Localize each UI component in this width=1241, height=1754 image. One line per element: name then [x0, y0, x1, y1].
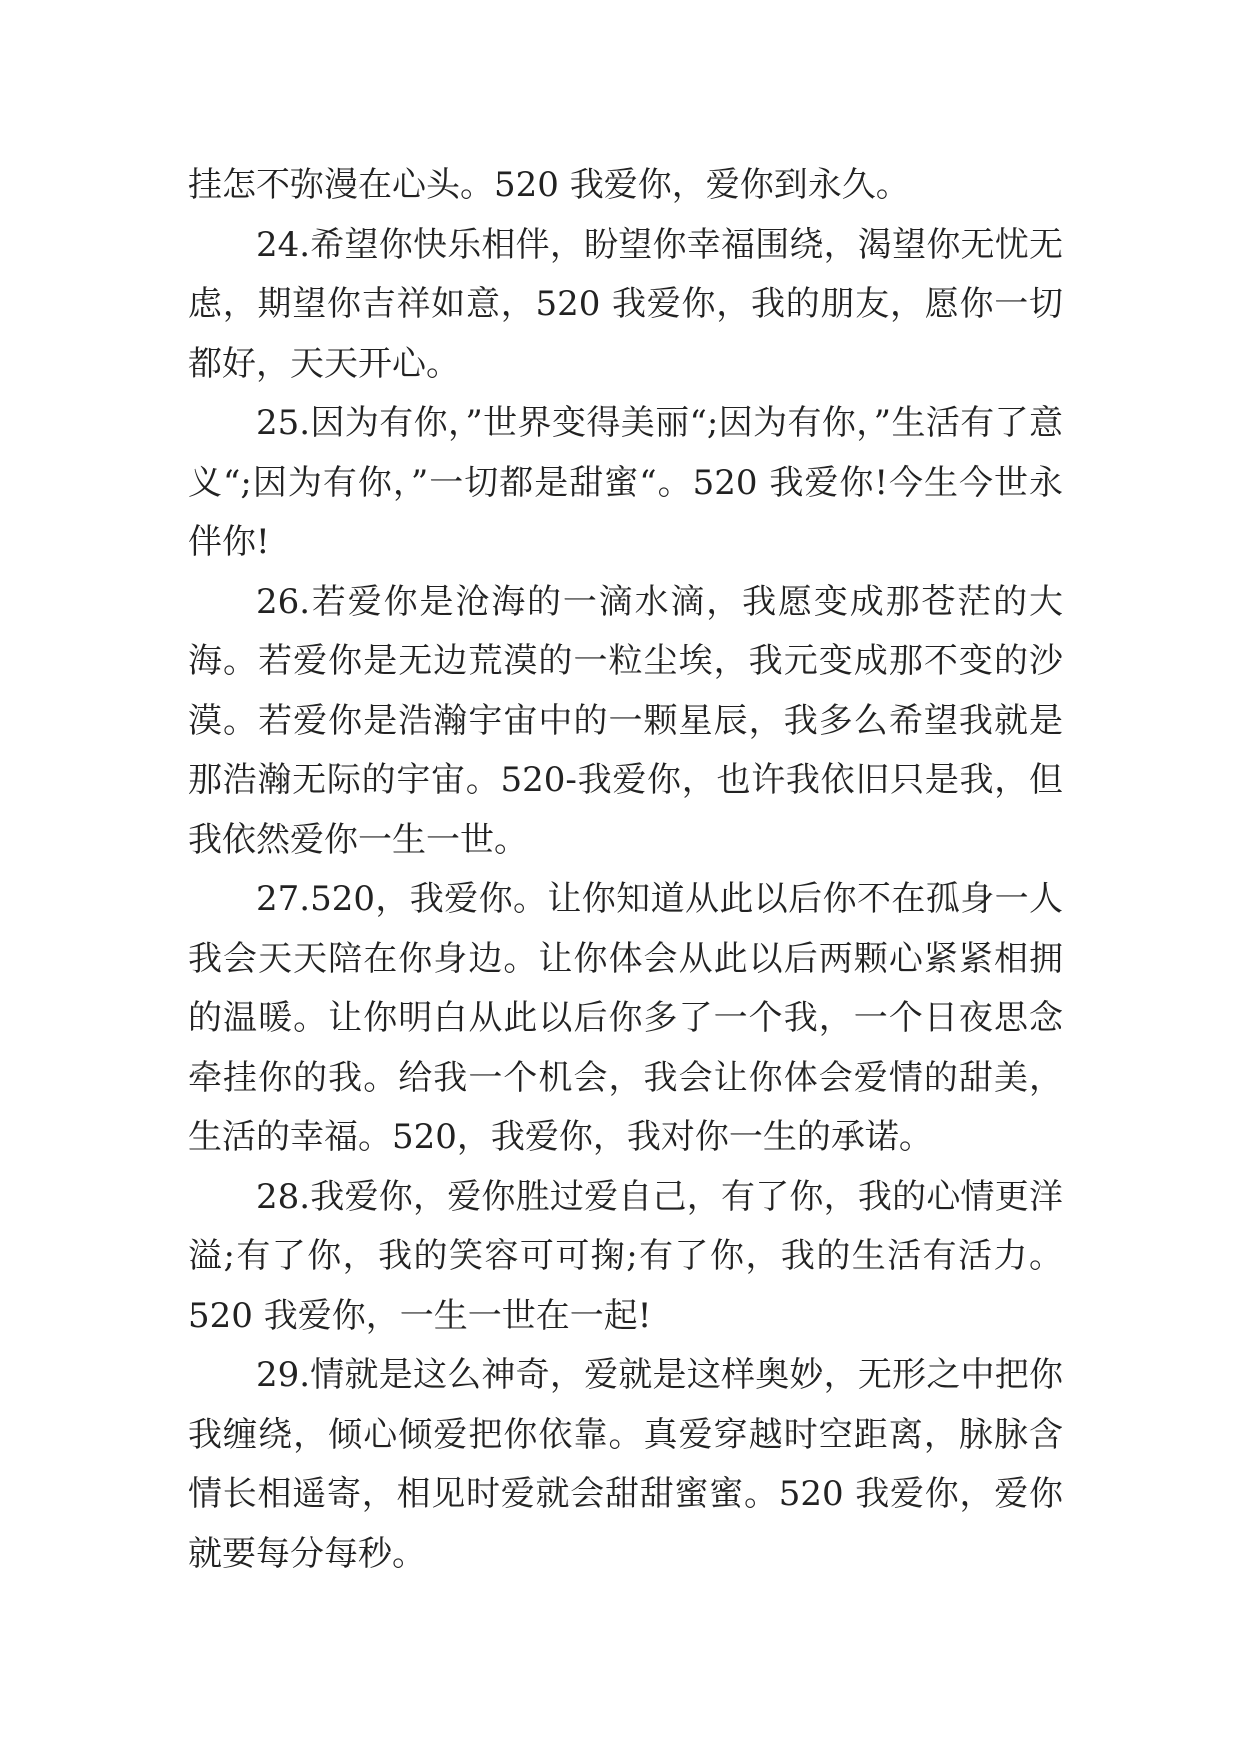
paragraph-27: 27.520，我爱你。让你知道从此以后你不在孤身一人我会天天陪在你身边。让你体会从此以后两颗心紧紧相拥的温暖。让你明白从此以后你多了一个我，一个日夜思念牵挂你的我。给我一个机会，我会让你体会爱情的甜美，生活的幸福。520，我爱你，我对你一生的承诺。 — [188, 879, 1063, 1157]
document-body — [188, 156, 1063, 1584]
paragraph-24: 24.希望你快乐相伴，盼望你幸福围绕，渴望你无忧无虑，期望你吉祥如意，520 我爱你，我的朋友，愿你一切都好，天天开心。 — [188, 224, 1063, 384]
paragraph-29: 29.情就是这么神奇，爱就是这样奥妙，无形之中把你我缠绕，倾心倾爱把你依靠。真爱穿越时空距离，脉脉含情长相遥寄，相见时爱就会甜甜蜜蜜。520 我爱你，爱你就要每分每秒。 — [188, 1355, 1063, 1574]
paragraph-continuation: 挂怎不弥漫在心头。520 我爱你，爱你到永久。 — [188, 165, 910, 205]
paragraph-28: 28.我爱你，爱你胜过爱自己，有了你，我的心情更洋溢;有了你，我的笑容可可掬;有了你，我的生活有活力。520 我爱你，一生一世在一起! — [188, 1176, 1063, 1336]
paragraph-26: 26.若爱你是沧海的一滴水滴，我愿变成那苍茫的大海。若爱你是无边荒漠的一粒尘埃，我元变成那不变的沙漠。若爱你是浩瀚宇宙中的一颗星辰，我多么希望我就是那浩瀚无际的宇宙。520-我爱你，也许我依旧只是我，但我依然爱你一生一世。 — [188, 581, 1063, 860]
paragraph-25: 25.因为有你，”世界变得美丽“;因为有你，”生活有了意义“;因为有你，”一切都是甜蜜“。520 我爱你!今生今世永伴你! — [188, 403, 1063, 562]
